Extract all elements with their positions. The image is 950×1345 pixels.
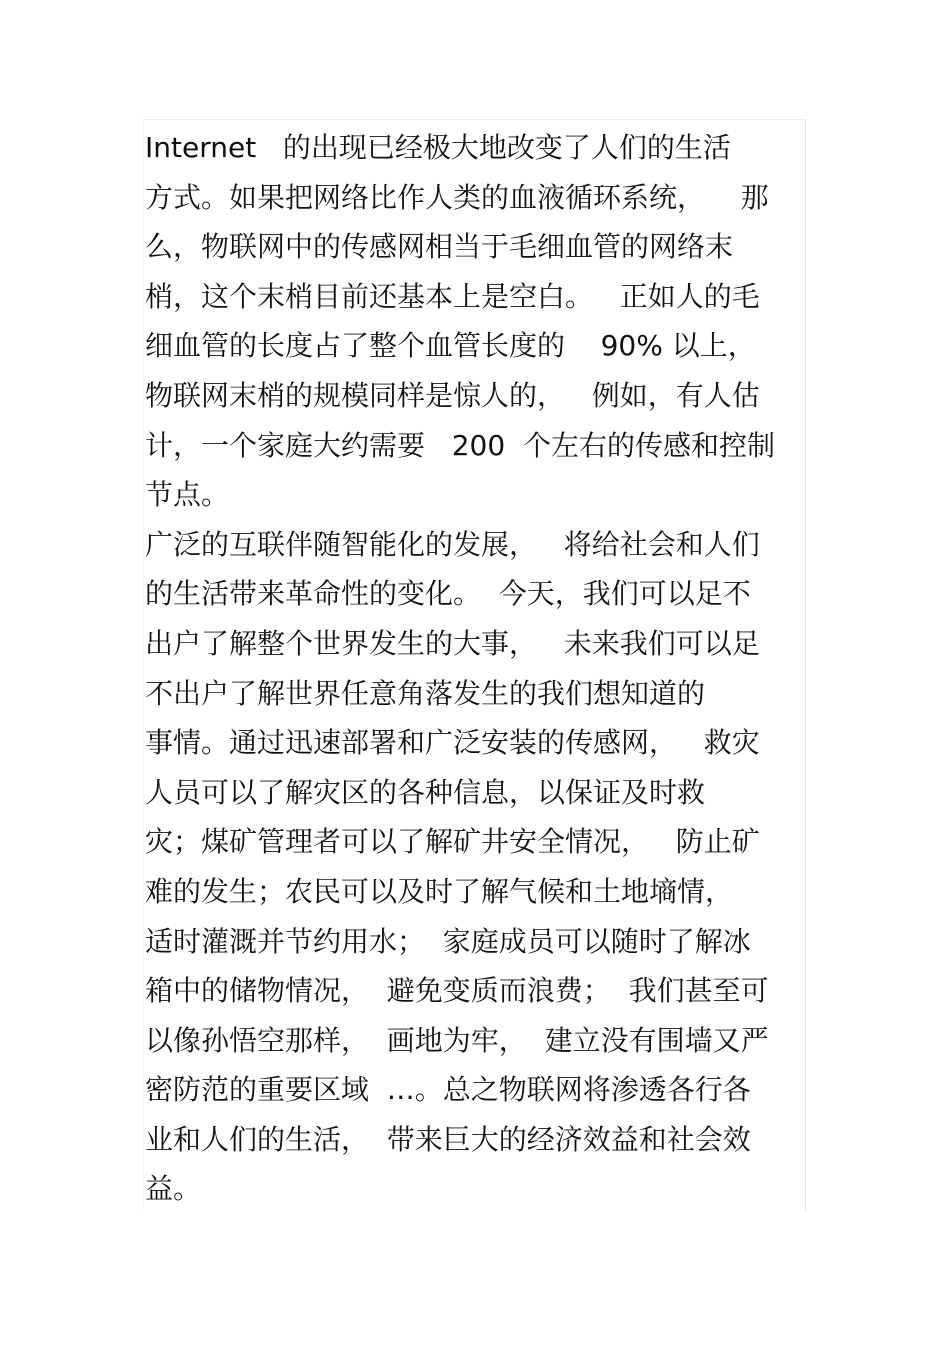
text-line: 事情。通过迅速部署和广泛安装的传感网， 救灾: [145, 726, 760, 760]
text-line: 业和人们的生活， 带来巨大的经济效益和社会效: [145, 1122, 751, 1156]
text-line: 密防范的重要区域 …。总之物联网将渗透各行各: [145, 1073, 751, 1107]
text-line: 梢，这个末梢目前还基本上是空白。 正如人的毛: [145, 279, 760, 313]
text-line: 以像孙悟空那样， 画地为牢， 建立没有围墙又严: [145, 1023, 769, 1057]
text-line: 人员可以了解灾区的各种信息，以保证及时救: [145, 775, 706, 809]
text-line: 广泛的互联伴随智能化的发展， 将给社会和人们: [145, 527, 760, 561]
text-line: 不出户了解世界任意角落发生的我们想知道的: [145, 676, 706, 710]
text-line: 细血管的长度占了整个血管长度的 90% 以上，: [145, 329, 756, 363]
paragraph-2: [145, 520, 805, 1214]
text-line: 方式。如果把网络比作人类的血液循环系统， 那: [145, 180, 769, 214]
text-line: 出户了解整个世界发生的大事， 未来我们可以足: [145, 626, 760, 660]
text-line: 么，物联网中的传感网相当于毛细血管的网络末: [145, 230, 734, 264]
text-line: 物联网末梢的规模同样是惊人的， 例如，有人估: [145, 378, 760, 412]
text-line: 计，一个家庭大约需要 200 个左右的传感和控制: [145, 428, 775, 462]
text-line: 灾；煤矿管理者可以了解矿井安全情况， 防止矿: [145, 825, 760, 859]
paragraph-1: [145, 123, 805, 520]
text-line: 适时灌溉并节约用水； 家庭成员可以随时了解冰: [145, 924, 751, 958]
text-line: 益。: [145, 1172, 202, 1206]
text-line: 节点。: [145, 478, 230, 512]
text-line: 难的发生；农民可以及时了解气候和土地墒情，: [145, 874, 734, 908]
text-line: 箱中的储物情况， 避免变质而浪费； 我们甚至可: [145, 974, 769, 1008]
text-line: 的生活带来革命性的变化。 今天，我们可以足不: [145, 577, 751, 611]
document-body: [145, 123, 805, 1214]
text-line: Internet 的出现已经极大地改变了人们的生活: [145, 131, 731, 164]
